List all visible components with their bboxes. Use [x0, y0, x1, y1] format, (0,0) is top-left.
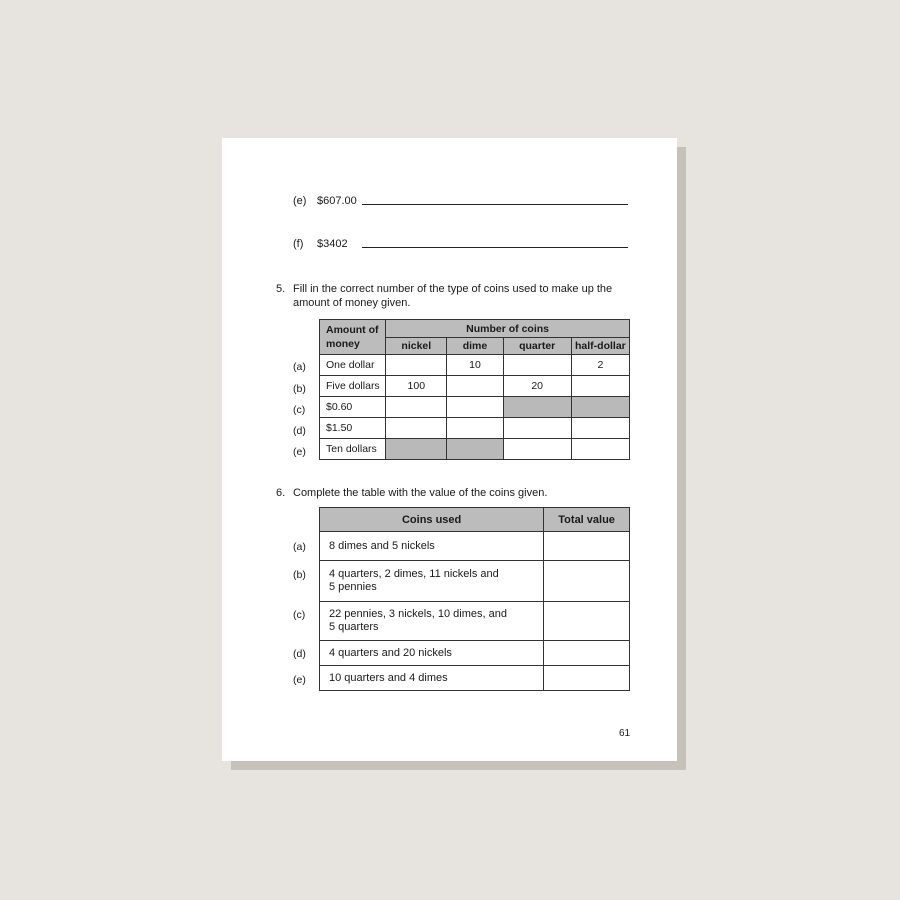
answer-cell[interactable] — [386, 418, 447, 439]
table-row — [320, 355, 630, 376]
answer-cell[interactable] — [571, 439, 629, 460]
q5-row-label: (c) — [293, 404, 306, 416]
table-row — [320, 602, 630, 641]
q6-row-label: (c) — [293, 609, 306, 621]
shaded-cell — [447, 439, 503, 460]
q6-row-label: (a) — [293, 541, 306, 553]
answer-cell[interactable] — [386, 355, 447, 376]
shaded-cell — [503, 397, 571, 418]
part-e-answer-line[interactable] — [362, 204, 628, 205]
total-value-cell[interactable] — [544, 641, 630, 666]
q5-text-line2: amount of money given. — [293, 297, 411, 309]
coins-description: 8 dimes and 5 nickels — [320, 532, 544, 561]
q5-row-label: (e) — [293, 446, 306, 458]
q6-number: 6. — [276, 487, 286, 499]
answer-cell[interactable] — [386, 397, 447, 418]
answer-cell[interactable] — [571, 418, 629, 439]
part-f-amount: $3402 — [317, 238, 348, 250]
q6-text: Complete the table with the value of the coins given. — [293, 487, 548, 499]
table-row — [320, 666, 630, 691]
page-number: 61 — [619, 728, 631, 739]
table-row — [320, 561, 630, 602]
total-value-cell[interactable] — [544, 532, 630, 561]
total-value-cell[interactable] — [544, 666, 630, 691]
answer-cell[interactable] — [503, 439, 571, 460]
q6-row-label: (d) — [293, 648, 306, 660]
answer-cell[interactable] — [447, 418, 503, 439]
part-f-label: (f) — [293, 238, 304, 250]
part-e-amount: $607.00 — [317, 195, 357, 207]
table-row — [320, 418, 630, 439]
q6-row-label: (b) — [293, 569, 306, 581]
amount-cell: $0.60 — [320, 397, 386, 418]
header-amount-of-money: Amount of money — [320, 320, 386, 355]
answer-cell[interactable]: 100 — [386, 376, 447, 397]
table-row — [320, 641, 630, 666]
header-total-value: Total value — [544, 508, 630, 532]
answer-cell[interactable]: 2 — [571, 355, 629, 376]
answer-cell[interactable]: 10 — [447, 355, 503, 376]
q5-number: 5. — [276, 283, 286, 295]
coins-description: 4 quarters, 2 dimes, 11 nickels and 5 pennies — [320, 561, 544, 602]
table-row — [320, 376, 630, 397]
total-value-cell[interactable] — [544, 602, 630, 641]
shaded-cell — [386, 439, 447, 460]
q5-text-line1: Fill in the correct number of the type of coins used to make up the — [293, 283, 613, 295]
col-half-dollar: half-dollar — [571, 338, 629, 355]
coins-description: 10 quarters and 4 dimes — [320, 666, 544, 691]
coins-description: 4 quarters and 20 nickels — [320, 641, 544, 666]
col-dime: dime — [447, 338, 503, 355]
worksheet-page — [222, 138, 677, 761]
table-row — [320, 397, 630, 418]
coins-description: 22 pennies, 3 nickels, 10 dimes, and 5 quarters — [320, 602, 544, 641]
answer-cell[interactable] — [447, 397, 503, 418]
q6-row-label: (e) — [293, 674, 306, 686]
header-coins-used: Coins used — [320, 508, 544, 532]
part-f-answer-line[interactable] — [362, 247, 628, 248]
answer-cell[interactable] — [503, 355, 571, 376]
q5-row-label: (a) — [293, 361, 306, 373]
amount-cell: Five dollars — [320, 376, 386, 397]
shaded-cell — [571, 397, 629, 418]
amount-cell: $1.50 — [320, 418, 386, 439]
answer-cell[interactable] — [571, 376, 629, 397]
total-value-cell[interactable] — [544, 561, 630, 602]
table-row — [320, 439, 630, 460]
coins-count-table — [319, 319, 630, 460]
amount-cell: Ten dollars — [320, 439, 386, 460]
table-row — [320, 532, 630, 561]
q5-row-label: (d) — [293, 425, 306, 437]
col-quarter: quarter — [503, 338, 571, 355]
answer-cell[interactable] — [447, 376, 503, 397]
answer-cell[interactable]: 20 — [503, 376, 571, 397]
coins-value-table — [319, 507, 630, 691]
amount-cell: One dollar — [320, 355, 386, 376]
answer-cell[interactable] — [503, 418, 571, 439]
col-nickel: nickel — [386, 338, 447, 355]
header-number-of-coins: Number of coins — [386, 320, 630, 338]
part-e-label: (e) — [293, 195, 307, 207]
q5-row-label: (b) — [293, 383, 306, 395]
